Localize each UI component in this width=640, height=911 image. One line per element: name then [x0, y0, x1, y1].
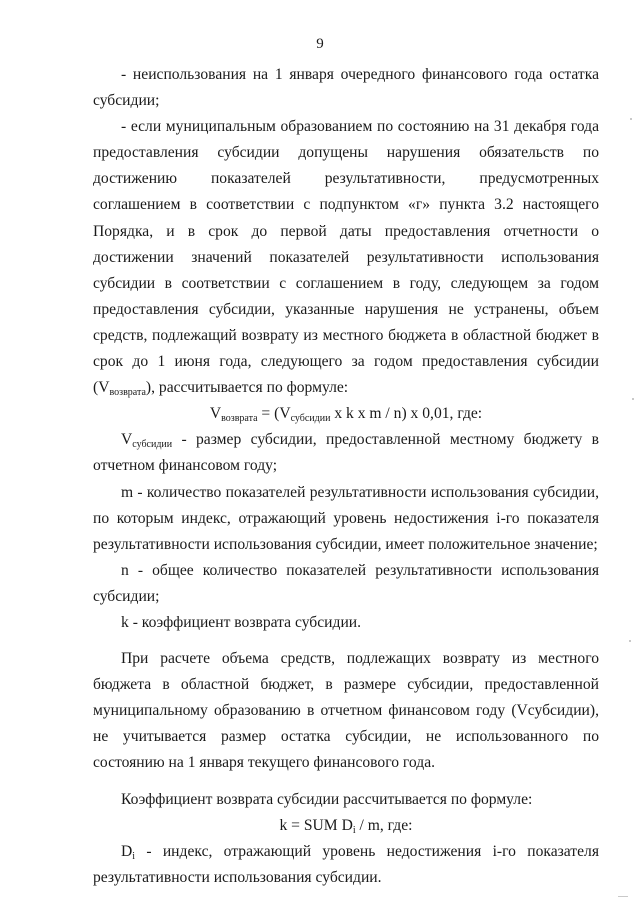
formula2-head: k = SUM D — [279, 816, 353, 834]
paragraph-gap — [93, 777, 599, 787]
document-body — [93, 62, 599, 891]
definition-v-sub: субсидии — [132, 439, 173, 451]
formula-tail: x k x m / n) x 0,01, где: — [330, 405, 483, 423]
formula-refund-volume — [93, 401, 599, 427]
definition-m: m - количество показателей результативности использования субсидии, по которым индекс, отражающий уровень недостижения i-го показателя результативности использования субсидии, имеет положительное значение; — [93, 483, 599, 553]
paragraph-coefficient-intro: Коэффициент возврата субсидии рассчитывается по формуле: — [121, 790, 533, 808]
definition-d-text: - индекс, отражающий уровень недостижения i-го показателя результативности использования субсидии. — [93, 842, 599, 886]
formula-mid: = (V — [257, 405, 291, 423]
formula-mid-sub: субсидии — [290, 413, 331, 425]
definition-d-sub: i — [132, 850, 136, 862]
paragraph-violation-conditions — [93, 114, 599, 401]
paragraph-calculation-note: При расчете объема средств, подлежащих возврату из местного бюджета в областной бюджет, в размере субсидии, предоставленной муниципальному образованию в отчетном финансовом году (Vсубсидии), не учитывается размер остатка субсидии, не использованного по состоянию на 1 января текущего финансового года. — [93, 650, 599, 772]
definition-d-symbol: D — [121, 842, 133, 860]
scan-speck — [629, 640, 631, 642]
formula-v: V — [209, 405, 222, 423]
formula-v-sub: возврата — [221, 413, 258, 425]
definition-v-symbol: V — [121, 431, 133, 449]
formula2-sub: i — [352, 824, 356, 836]
paragraph-unused-balance: - неиспользования на 1 января очередного финансового года остатка субсидии; — [93, 66, 599, 110]
formula-coefficient — [93, 813, 599, 839]
scan-speck — [632, 398, 634, 400]
subscript-refund: возврата — [109, 387, 146, 399]
definition-d-index — [93, 839, 599, 891]
definition-v-subsidy — [93, 427, 599, 479]
paragraph-violation-tail: ), рассчитывается по формуле: — [145, 379, 349, 397]
definition-v-text: - размер субсидии, предоставленной местному бюджету в отчетном финансовом году; — [93, 431, 599, 475]
formula2-tail: / m, где: — [355, 816, 413, 834]
definition-k: k - коэффициент возврата субсидии. — [121, 613, 362, 631]
scan-speck — [630, 118, 632, 120]
definition-n: n - общее количество показателей результативности использования субсидии; — [93, 561, 599, 605]
page-number: 9 — [316, 36, 324, 52]
scan-speck — [618, 896, 628, 897]
paragraph-violation-text: - если муниципальным образованием по состоянию на 31 декабря года предоставления субсидии допущены нарушения обязательств по достижению показателей результативности, предусмотренных соглашением в соответствии с подпунктом «г» пункта 3.2 настоящего Порядка, и в срок до первой даты предоставления отчетности о достижении значений показателей результативности использования субсидии в соответствии с соглашением в году, следующем за годом предоставления субсидии, указанные нарушения не устранены, объем средств, подлежащий возврату из местного бюджета в областной бюджет в срок до 1 июня года, следующего за годом предоставления субсидии (V — [93, 118, 599, 397]
paragraph-gap — [93, 636, 599, 646]
